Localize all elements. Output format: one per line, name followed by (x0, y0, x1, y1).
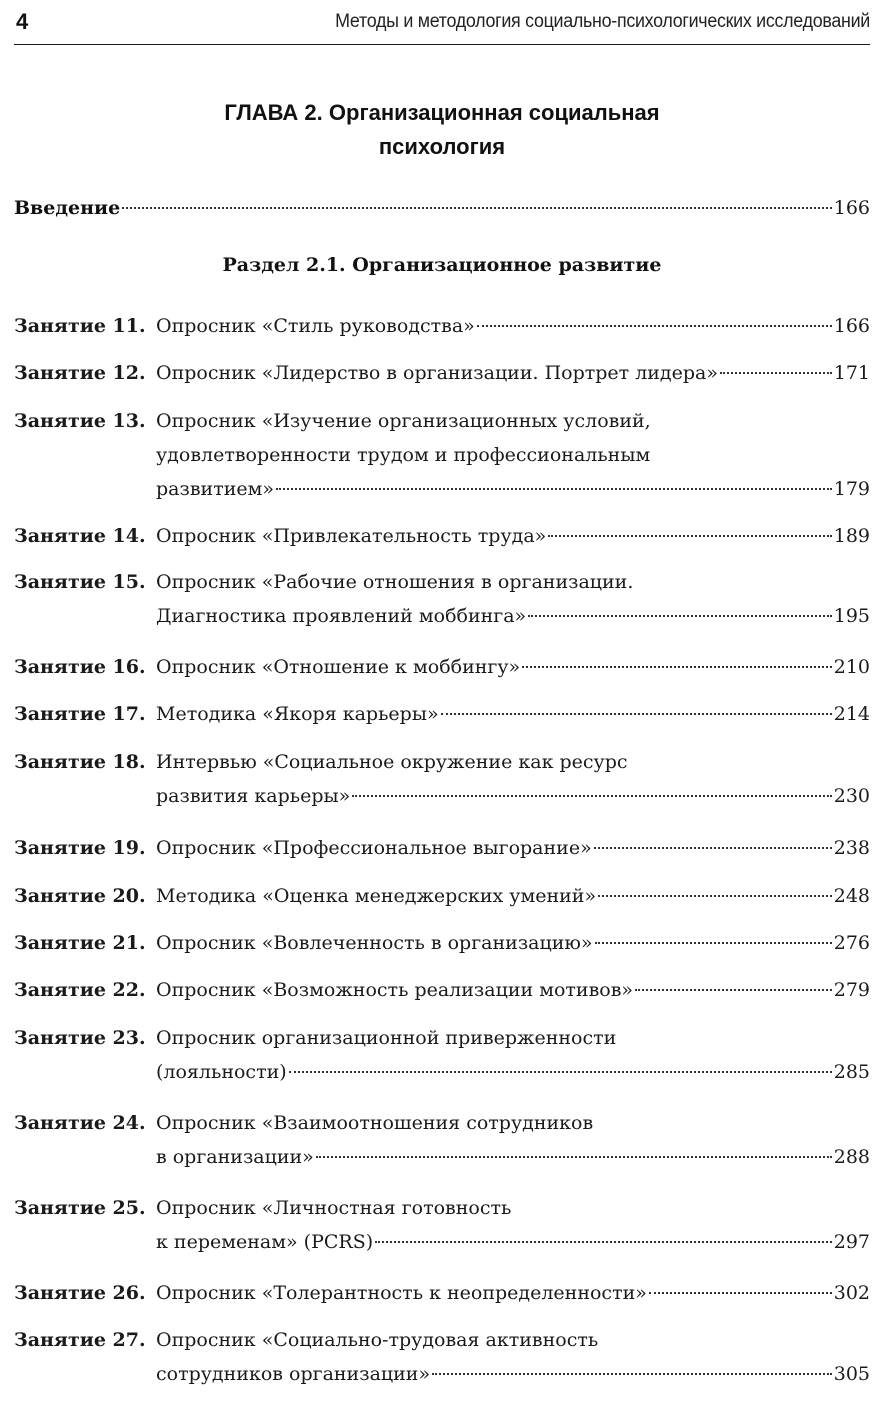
dot-leader (477, 324, 832, 327)
toc-entry[interactable] (14, 405, 870, 507)
toc-entry-page: 230 (833, 785, 870, 807)
toc-entry-text: Опросник «Социально-трудовая активность (156, 1329, 599, 1351)
toc-entry-text: Опросник «Толерантность к неопределенности» (156, 1282, 647, 1304)
toc-entry-label: Занятие 24. (14, 1112, 146, 1134)
toc-entry-text: Опросник «Личностная готовность (156, 1197, 512, 1219)
toc-entry-label: Занятие 21. (14, 932, 146, 954)
toc-entry-text: Опросник «Отношение к моббингу» (156, 656, 521, 678)
toc-entry-page: 288 (833, 1146, 870, 1168)
dot-leader (522, 665, 832, 668)
toc-entry[interactable] (14, 927, 870, 961)
dot-leader (548, 534, 831, 537)
toc-entry-label: Занятие 14. (14, 525, 146, 547)
toc-entry-text: Опросник «Профессиональное выгорание» (156, 837, 592, 859)
toc-entry-text: сотрудников организации» (156, 1363, 431, 1385)
toc-entry-page: 195 (833, 605, 870, 627)
toc-entry-page: 279 (833, 979, 870, 1001)
toc-entry[interactable] (14, 974, 870, 1008)
toc-entry-label: Занятие 22. (14, 979, 146, 1001)
dot-leader (375, 1240, 832, 1243)
dot-leader (598, 894, 832, 897)
toc-entry[interactable] (14, 566, 870, 634)
toc-entry-label: Занятие 13. (14, 410, 146, 432)
dot-leader (122, 206, 832, 209)
toc-entry-page: 248 (833, 885, 870, 907)
toc-entry[interactable] (14, 520, 870, 554)
toc-entry[interactable] (14, 880, 870, 914)
toc-entry-label: Занятие 11. (14, 315, 146, 337)
toc-entry-label: Занятие 20. (14, 885, 146, 907)
toc-entry[interactable] (14, 1192, 870, 1260)
page-number: 4 (16, 9, 29, 34)
toc-entry-text: Опросник «Возможность реализации мотивов» (156, 979, 634, 1001)
toc-entry-page: 166 (833, 315, 870, 337)
toc-entry[interactable] (14, 1107, 870, 1175)
toc-entry-text: Интервью «Социальное окружение как ресурс (156, 751, 628, 773)
toc-entry-label: Занятие 26. (14, 1282, 146, 1304)
toc-entry-label: Занятие 25. (14, 1197, 146, 1219)
toc-entry-text: Опросник организационной приверженности (156, 1027, 617, 1049)
dot-leader (441, 712, 832, 715)
toc-entry-text: развитием» (156, 478, 275, 500)
toc-entry[interactable] (14, 1277, 870, 1311)
running-title: Методы и методология социально-психологических исследований (335, 11, 870, 32)
toc-entry-page: 305 (833, 1363, 870, 1385)
dot-leader (528, 614, 832, 617)
toc-entry-text: развития карьеры» (156, 785, 351, 807)
chapter-title-line2: психология (378, 134, 506, 159)
toc-entry-text: Диагностика проявлений моббинга» (156, 605, 527, 627)
dot-leader (289, 1070, 832, 1073)
page-header (14, 0, 870, 45)
toc-intro-label: Введение (14, 197, 121, 219)
toc-entry-text: Опросник «Вовлеченность в организацию» (156, 932, 593, 954)
toc-entry-label: Занятие 23. (14, 1027, 146, 1049)
toc-entry-page: 214 (833, 703, 870, 725)
toc-entry-text: Методика «Якоря карьеры» (156, 703, 439, 725)
chapter-title (0, 96, 884, 164)
toc-entry-text: Опросник «Рабочие отношения в организации. (156, 571, 634, 593)
dot-leader (594, 846, 832, 849)
toc-entry[interactable] (14, 651, 870, 685)
chapter-title-line1: ГЛАВА 2. Организационная социальная (224, 100, 660, 125)
toc-entry-label: Занятие 27. (14, 1329, 146, 1351)
toc-entry[interactable] (14, 698, 870, 732)
toc-entry[interactable] (14, 746, 870, 814)
dot-leader (276, 487, 832, 490)
toc-entry-page: 302 (833, 1282, 870, 1304)
toc-entry-text: к переменам» (PCRS) (156, 1231, 374, 1253)
toc-entry-text: Опросник «Лидерство в организации. Портрет лидера» (156, 362, 718, 384)
toc-entry-text: в организации» (156, 1146, 314, 1168)
section-title: Раздел 2.1. Организационное развитие (222, 254, 662, 276)
toc-entry-page: 179 (833, 478, 870, 500)
toc-entry[interactable] (14, 310, 870, 344)
dot-leader (432, 1372, 832, 1375)
toc-entry-text: Опросник «Стиль руководства» (156, 315, 475, 337)
toc-entry-label: Занятие 12. (14, 362, 146, 384)
dot-leader (720, 371, 832, 374)
toc-entry-text: удовлетворенности трудом и профессиональным (156, 444, 651, 466)
toc-entry-intro[interactable] (14, 192, 870, 225)
toc-entry[interactable] (14, 357, 870, 391)
toc-entry-text: Опросник «Взаимоотношения сотрудников (156, 1112, 594, 1134)
dot-leader (316, 1155, 832, 1158)
toc-entry-label: Занятие 17. (14, 703, 146, 725)
toc-entry-page: 276 (833, 932, 870, 954)
toc-entry-text: (лояльности) (156, 1061, 287, 1083)
toc-entry-text: Методика «Оценка менеджерских умений» (156, 885, 597, 907)
toc-entry-label: Занятие 16. (14, 656, 146, 678)
dot-leader (352, 794, 831, 797)
toc-entry-text: Опросник «Привлекательность труда» (156, 525, 547, 547)
toc-intro-page: 166 (833, 197, 870, 219)
toc-entry-page: 238 (833, 837, 870, 859)
toc-entry-page: 297 (833, 1231, 870, 1253)
toc-entry-text: Опросник «Изучение организационных условий, (156, 410, 651, 432)
toc-entry-label: Занятие 18. (14, 751, 146, 773)
toc-entry[interactable] (14, 1022, 870, 1090)
dot-leader (649, 1291, 832, 1294)
dot-leader (595, 941, 832, 944)
toc-entry-page: 189 (833, 525, 870, 547)
toc-entry-label: Занятие 15. (14, 571, 146, 593)
toc-entry[interactable] (14, 1324, 870, 1392)
dot-leader (635, 988, 832, 991)
toc-entry-page: 210 (833, 656, 870, 678)
toc-entry-page: 285 (833, 1061, 870, 1083)
toc-entry-page: 171 (833, 362, 870, 384)
toc-entry-label: Занятие 19. (14, 837, 146, 859)
toc-entry[interactable] (14, 832, 870, 866)
